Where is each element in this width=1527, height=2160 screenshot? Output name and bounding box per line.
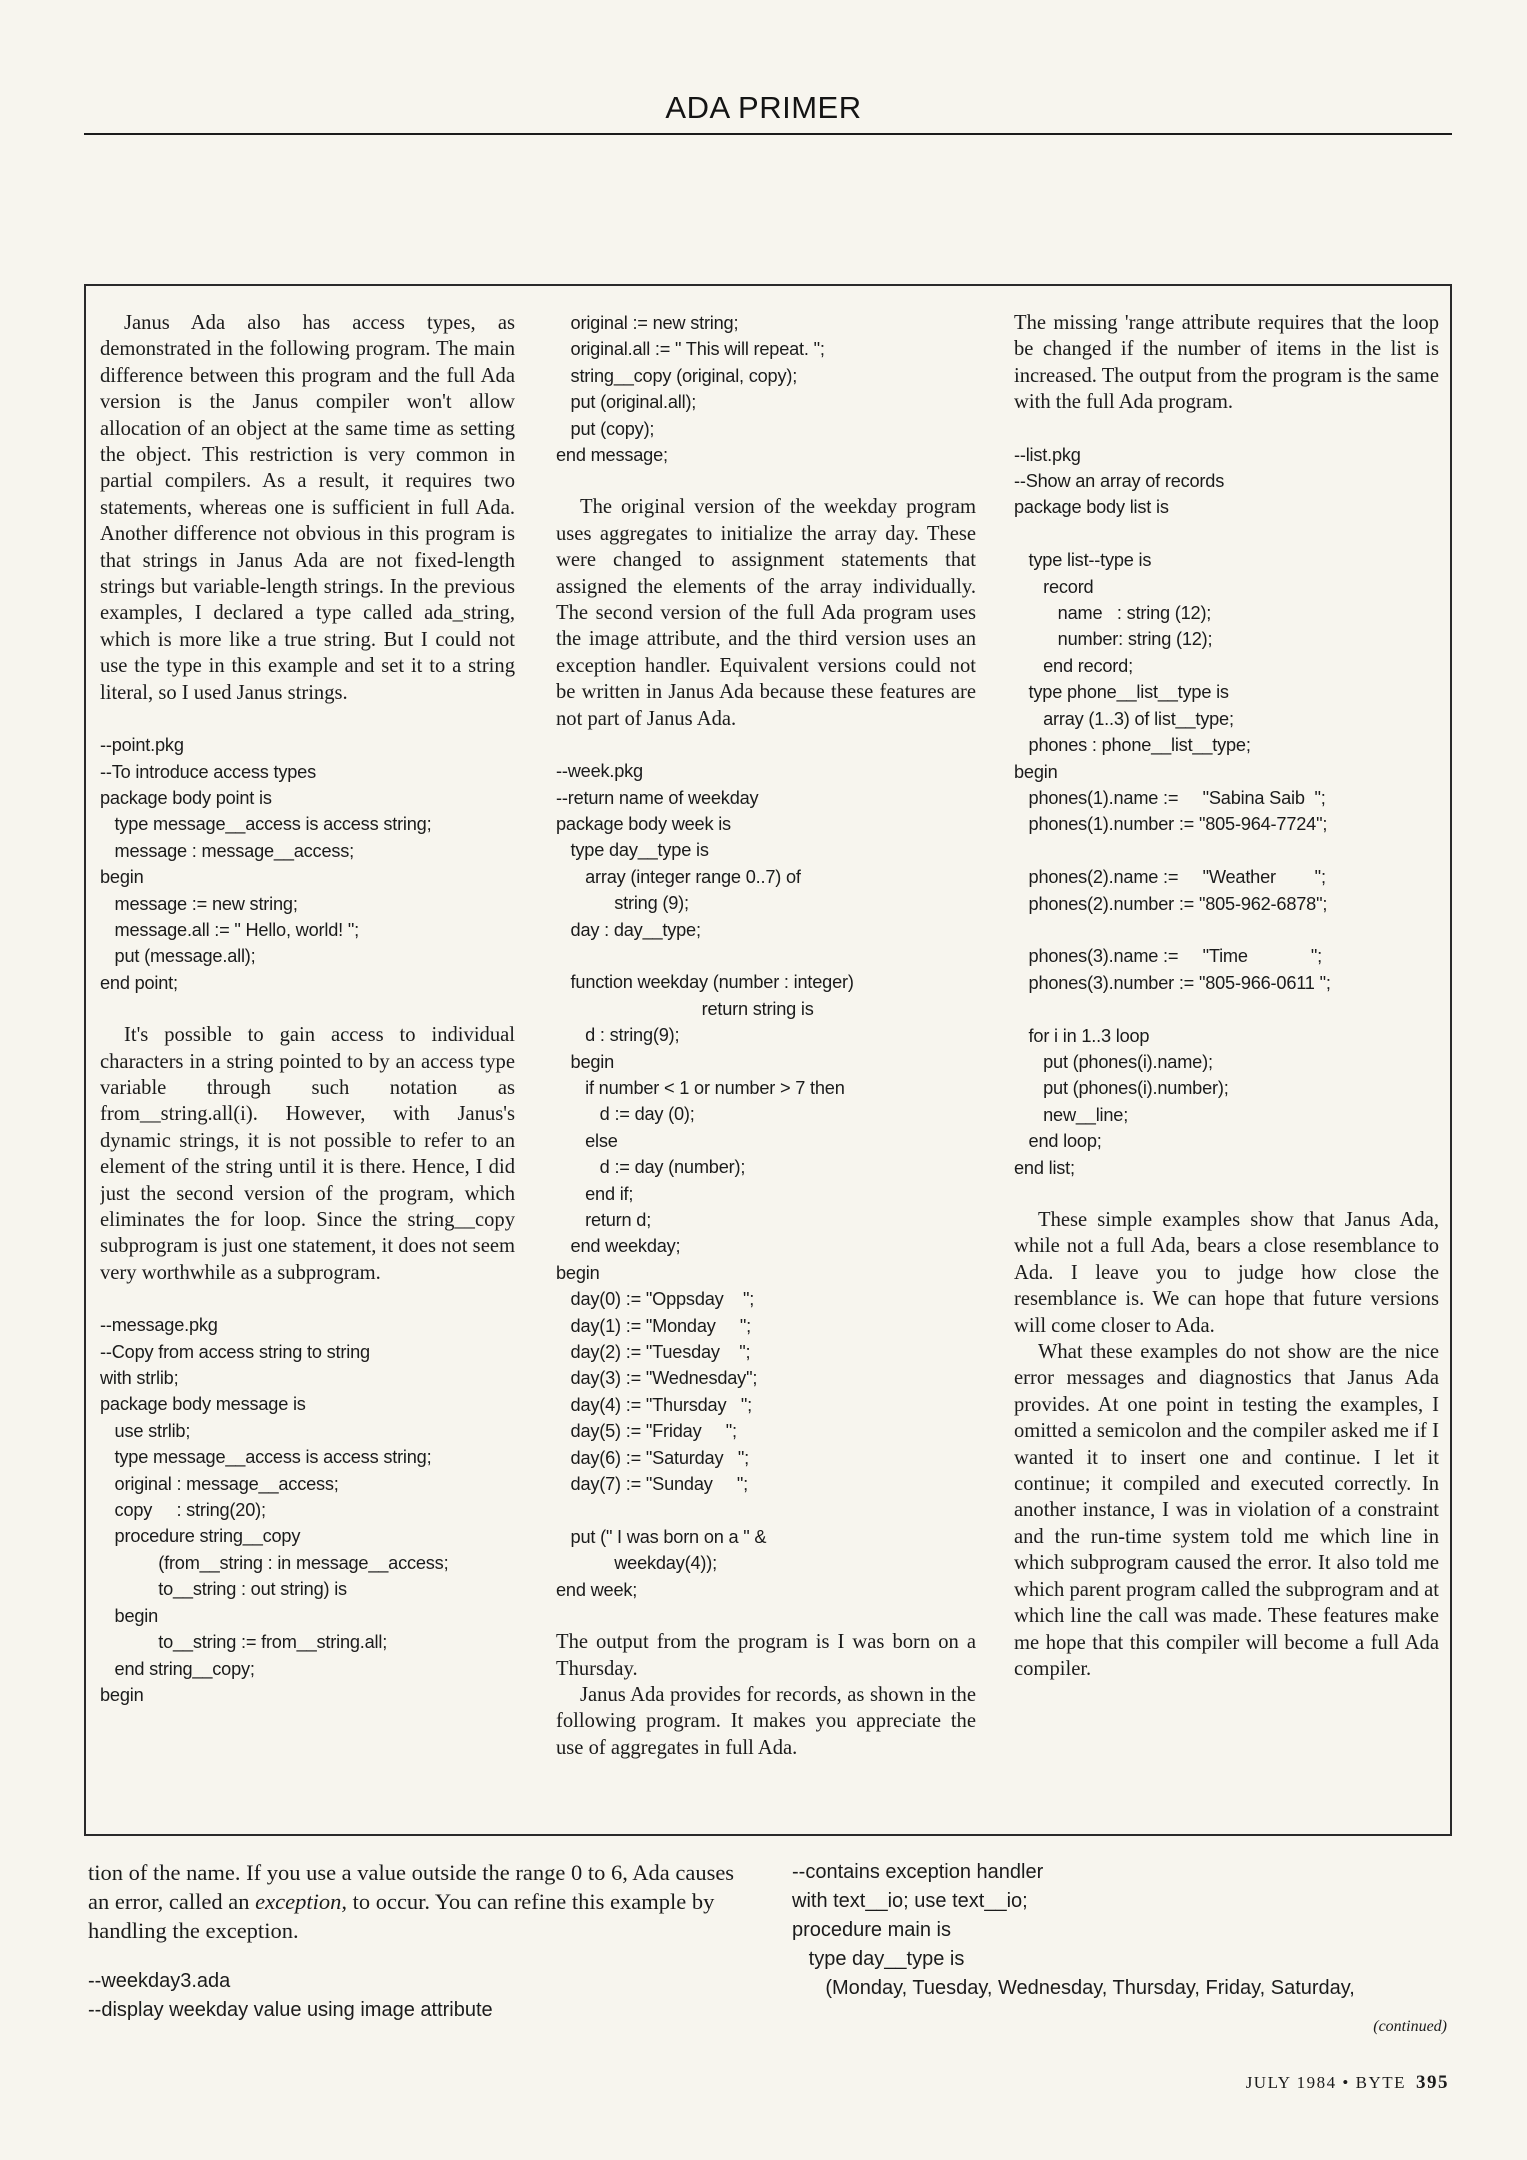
header-rule [84, 133, 1452, 135]
code-listing-weekday3: --weekday3.ada --display weekday value using image attribute [88, 1970, 493, 2021]
code-listing-message: --message.pkg --Copy from access string to string with strlib; package body message is use strlib; type message__access is access string; original : message__access; copy : string(20); procedure string__copy (from__string : in message__access; to__string : out string) is begin to__string := from__string.all; end string__copy; begin [100, 1315, 449, 1705]
code-listing-list: --list.pkg --Show an array of records package body list is type list--type is record name : string (12); number: string (12); end record; type phone__list__type is array (1..3) of list__type; phones : phone__list__type; begin phones(1).name := "Sabina Saib "; phones(1).number := "805-964-7724"; phones(2).name := "Weather "; phones(2).number := "805-962-6878"; phones(3).name := "Time "; phones(3).number := "805-966-0611 "; for i in 1..3 loop put (phones(i).name); put (phones(i).number); new__line; end loop; end list; [1014, 444, 1331, 1178]
column-3 [1014, 310, 1439, 1820]
col2-paragraph-3: Janus Ada provides for records, as shown in the following program. It makes you appreciate the use of aggregates in full Ada. [556, 1683, 976, 1759]
column-1 [100, 310, 515, 1820]
col1-paragraph-2: It's possible to gain access to individual characters in a string pointed to by an access type variable through such notation as from__string.all(i). However, with Janus's dynamic strings, it is not possible to refer to an element of the string until it is there. Hence, I did just the second version of the program, which eliminates the for loop. Since the string__copy subprogram is just one statement, it does not seem very worthwhile as a subprogram. [100, 1024, 515, 1284]
bottom-left-column [88, 1858, 748, 2025]
continued-label: (continued) [1373, 2018, 1447, 2035]
col2-paragraph-1: The original version of the weekday program uses aggregates to initialize the array day. These were changed to assignment statements that assigned the elements of the array individually. The second version of the full Ada program uses the image attribute, and the third version uses an exception handler. Equivalent versions could not be written in Janus Ada because these features are not part of Janus Ada. [556, 496, 976, 730]
bottom-paragraph-pre: tion of the name. If you use a value outside the range 0 to 6, Ada causes an error, called an [88, 1860, 735, 1914]
bottom-paragraph-emphasis: exception, [255, 1889, 347, 1914]
code-listing-exception: --contains exception handler with text__io; use text__io; procedure main is type day__type is (Monday, Tuesday, Wednesday, Thursday, Friday, Saturday, [792, 1861, 1355, 1999]
bottom-right-column [792, 1858, 1452, 2003]
col3-paragraph-3: What these examples do not show are the nice error messages and diagnostics that Janus Ada provides. At one point in testing the examples, I omitted a semicolon and the compiler asked me if I wanted it to insert one and continue. I let it continue; it compiled and executed correctly. In another instance, I was in violation of a constraint and the run-time system told me which line in which subprogram caused the error. It also told me which parent program called the subprogram and at which line the call was made. These features make me hope that this compiler will become a full Ada compiler. [1014, 1341, 1439, 1680]
col1-paragraph-1: Janus Ada also has access types, as demonstrated in the following program. The main difference between this program and the full Ada version is the Janus compiler won't allow allocation of an object at the same time as setting the object. This restriction is very common in partial compilers. As a result, it requires two statements, whereas one is sufficient in full Ada. Another difference not obvious in this program is that strings in Janus Ada are not fixed-length strings but variable-length strings. In the previous examples, I declared a type called ada_string, which is more like a true string. But I could not use the type in this example and set it to a string literal, so I used Janus strings. [100, 312, 515, 704]
code-listing-week: --week.pkg --return name of weekday package body week is type day__type is array (integer range 0..7) of string (9); day : day__type; function weekday (number : integer) return string is d : string(9); begin if number < 1 or number > 7 then d := day (0); else d := day (number); end if; return d; end weekday; begin day(0) := "Oppsday "; day(1) := "Monday "; day(2) := "Tuesday "; day(3) := "Wednesday"; day(4) := "Thursday "; day(5) := "Friday "; day(6) := "Saturday "; day(7) := "Sunday "; put (" I was born on a " & weekday(4)); end week; [556, 761, 854, 1600]
code-listing-point: --point.pkg --To introduce access types package body point is type message__access is access string; message : message__access; begin message := new string; message.all := " Hello, world! "; put (message.all); end point; [100, 735, 432, 993]
code-listing-message-cont: original := new string; original.all := " This will repeat. "; string__copy (original, copy); put (original.all); put (copy); end message; [556, 313, 825, 466]
col2-paragraph-2: The output from the program is I was born on a Thursday. [556, 1631, 976, 1680]
bottom-paragraph [88, 1858, 748, 1945]
footer-issue: JULY 1984 • BYTE [1245, 2073, 1406, 2092]
bottom-paragraph-post: to occur. You can refine this example by handling the exception. [88, 1889, 715, 1943]
page-footer [1246, 2072, 1449, 2094]
column-2 [556, 310, 976, 1820]
page-number: 395 [1416, 2072, 1449, 2093]
page-title: ADA PRIMER [665, 90, 862, 125]
col3-paragraph-1: The missing 'range attribute requires that the loop be changed if the number of items in the list is increased. The output from the program is the same with the full Ada program. [1014, 312, 1439, 414]
col3-paragraph-2: These simple examples show that Janus Ada, while not a full Ada, bears a close resemblance to Ada. I leave you to judge how close the resemblance is. We can hope that future versions will come closer to Ada. [1014, 1209, 1439, 1337]
